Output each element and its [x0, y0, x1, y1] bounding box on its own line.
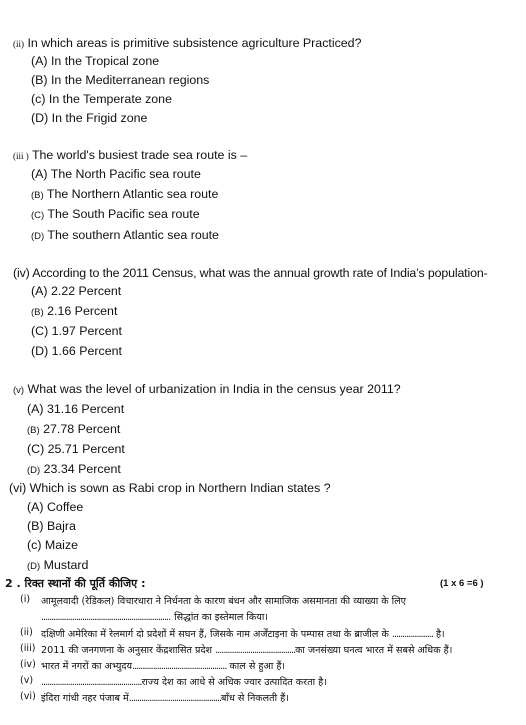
- option-a: [31, 167, 201, 181]
- option-text: Bajra: [46, 519, 76, 533]
- option-text: 27.78 Percent: [43, 422, 121, 436]
- option-tag: (C): [27, 442, 45, 456]
- blank-line: .................................................: [41, 677, 142, 688]
- blank-item-2-text: दक्षिणी अमेरिका में रेलमार्ग दो प्रदेशों में सघन हैं, जिसके नाम अर्जेंटाइना के पम्पास तथा के ब्राजील के: [41, 629, 389, 640]
- blank-line: ..............................................: [132, 661, 227, 672]
- option-text: 25.71 Percent: [47, 442, 125, 456]
- option-tag: (B): [27, 519, 44, 533]
- blank-item-3: [41, 643, 452, 656]
- option-b: [31, 187, 218, 201]
- question-number: (ii): [13, 39, 24, 49]
- option-b: [27, 422, 120, 436]
- option-b: [27, 519, 76, 533]
- blank-item-4: [41, 659, 285, 672]
- option-tag: (A): [31, 284, 48, 298]
- option-tag: (c): [27, 538, 42, 552]
- option-text: 23.34 Percent: [43, 462, 121, 476]
- option-text: 31.16 Percent: [46, 402, 125, 416]
- blank-item-6-text: इंदिरा गांधी नहर पंजाब में: [41, 693, 129, 704]
- option-text: 2.22 Percent: [50, 284, 122, 298]
- option-d: [31, 344, 122, 358]
- blank-line: .............................................: [128, 693, 222, 704]
- option-d: (D) In the Frigid zone: [31, 111, 148, 125]
- question-number: (iii ): [13, 151, 29, 161]
- blank-item-4-text: भारत में नगरों का अभ्युदय: [41, 661, 133, 672]
- option-c: [27, 538, 78, 552]
- option-text: The South Pacific sea route: [47, 207, 200, 221]
- option-c: [27, 442, 125, 456]
- blank-item-5-number: (v): [20, 675, 34, 686]
- blank-item-5: [41, 675, 327, 688]
- option-tag: (A): [31, 167, 48, 181]
- option-tag: (B): [31, 190, 44, 201]
- question-text: The world's busiest trade sea route is –: [31, 148, 248, 162]
- option-d: [27, 558, 88, 572]
- blank-item-1-line2: [41, 610, 268, 623]
- question-3: [13, 148, 247, 162]
- question-4: (iv) According to the 2011 Census, what was the annual growth rate of India’s population-: [13, 266, 488, 280]
- question-text: What was the level of urbanization in India in the census year 2011?: [27, 382, 401, 396]
- blank-item-1-line1: आमूलवादी (रेडिकल) विचारधारा ने निर्धनता के कारण बंधन और सामाजिक असमानता की व्याख्या के लिए: [41, 596, 406, 607]
- option-a: (A) In the Tropical zone: [31, 54, 160, 68]
- question-number: (v): [13, 385, 25, 396]
- blank-line: .......................................: [215, 645, 296, 656]
- option-tag: (B): [31, 307, 44, 318]
- option-tag: (D): [31, 231, 45, 242]
- option-c: [31, 207, 200, 221]
- option-a: [27, 402, 124, 416]
- option-tag: (A): [27, 402, 44, 416]
- blank-item-3-text: 2011 की जनगणना के अनुसार केंद्रशासित प्रदेश: [41, 645, 213, 656]
- section-marks: (1 x 6 =6 ): [440, 578, 484, 589]
- option-b: [31, 304, 117, 318]
- option-b: (B) In the Mediterranean regions: [31, 73, 210, 87]
- option-text: The southern Atlantic sea route: [47, 228, 219, 242]
- option-d: [27, 462, 121, 476]
- option-tag: (C): [31, 324, 49, 338]
- option-text: 1.66 Percent: [51, 344, 122, 358]
- option-tag: (B): [27, 425, 40, 436]
- blank-item-5-end: राज्य देश का आधे से अधिक ज्वार उत्पादित करता है।: [141, 677, 327, 688]
- option-text: The Northern Atlantic sea route: [46, 187, 219, 201]
- option-a: [27, 500, 83, 514]
- blank-item-4-number: (iv): [20, 659, 36, 670]
- option-text: 2.16 Percent: [47, 304, 118, 318]
- question-2: [13, 36, 361, 50]
- option-tag: (C): [31, 210, 45, 221]
- option-a: [31, 284, 121, 298]
- section-heading: 2 . रिक्त स्थानों की पूर्ति कीजिए :: [5, 577, 146, 590]
- blank-item-2: [41, 627, 445, 640]
- blank-item-1-text: . सिद्धांत का इस्तेमाल किया।: [168, 612, 268, 623]
- option-tag: (D): [27, 561, 41, 572]
- blank-item-6: [41, 691, 289, 704]
- option-tag: (D): [27, 465, 41, 476]
- option-c: (c) In the Temperate zone: [31, 92, 172, 106]
- option-text: Maize: [44, 538, 78, 552]
- question-text: In which areas is primitive subsistence agriculture Practiced?: [27, 36, 362, 50]
- blank-item-3-end: का जनसंख्या घनत्व भारत में सबसे अधिक हैं।: [295, 645, 453, 656]
- blank-item-2-end: है।: [435, 629, 445, 640]
- option-c: [31, 324, 122, 338]
- question-6: (vi) Which is sown as Rabi crop in Northern Indian states ?: [9, 481, 331, 495]
- option-tag: (A): [27, 500, 44, 514]
- blank-line: ..............................................................: [41, 612, 169, 623]
- option-d: [31, 228, 219, 242]
- blank-line: ....................: [391, 629, 433, 640]
- blank-item-3-number: (iii): [20, 643, 36, 654]
- blank-item-1-number: (i): [20, 594, 31, 605]
- option-text: 1.97 Percent: [51, 324, 122, 338]
- blank-item-4-end: काल से हुआ हैं।: [226, 661, 286, 672]
- blank-item-6-end: बाँध से निकलती हैं।: [221, 693, 289, 704]
- question-5: [13, 382, 401, 396]
- option-text: Mustard: [43, 558, 89, 572]
- option-text: The North Pacific sea route: [50, 167, 201, 181]
- blank-item-6-number: (vi): [20, 691, 36, 702]
- option-tag: (D): [31, 344, 49, 358]
- blank-item-2-number: (ii): [20, 627, 33, 638]
- option-text: Coffee: [46, 500, 84, 514]
